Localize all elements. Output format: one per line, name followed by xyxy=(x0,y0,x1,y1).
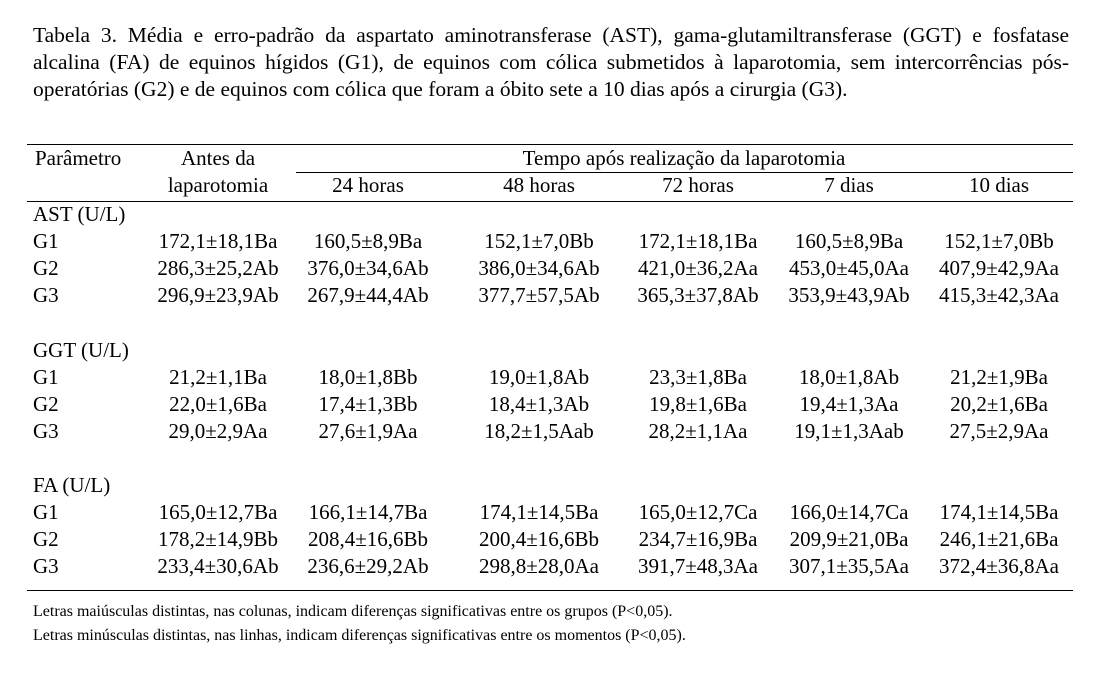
section-title: AST (U/L) xyxy=(33,202,126,226)
table-cell: 246,1±21,6Ba xyxy=(939,527,1059,551)
table-cell: 178,2±14,9Bb xyxy=(157,527,279,551)
header-antes-line2: laparotomia xyxy=(167,173,269,197)
table-cell: 233,4±30,6Ab xyxy=(157,554,279,578)
table-cell: 27,6±1,9Aa xyxy=(318,419,418,443)
table-cell: 174,1±14,5Ba xyxy=(479,500,599,524)
table-cell: 23,3±1,8Ba xyxy=(649,365,747,389)
table-cell: 19,4±1,3Aa xyxy=(799,392,899,416)
table-cell: 18,2±1,5Aab xyxy=(484,419,594,443)
table-cell: 152,1±7,0Bb xyxy=(484,229,594,253)
row-group-label: G1 xyxy=(33,229,59,253)
table-cell: 17,4±1,3Bb xyxy=(318,392,418,416)
table-cell: 19,1±1,3Aab xyxy=(794,419,904,443)
row-group-label: G3 xyxy=(33,554,59,578)
table-cell: 200,4±16,6Bb xyxy=(478,527,600,551)
table-cell: 172,1±18,1Ba xyxy=(638,229,758,253)
row-group-label: G1 xyxy=(33,365,59,389)
header-time-2: 48 horas xyxy=(503,173,575,197)
table-cell: 236,6±29,2Ab xyxy=(307,554,429,578)
table-cell: 407,9±42,9Aa xyxy=(938,256,1059,280)
table-cell: 29,0±2,9Aa xyxy=(168,419,268,443)
header-time-3: 72 horas xyxy=(662,173,734,197)
header-parametro: Parâmetro xyxy=(35,146,122,170)
table-cell: 365,3±37,8Ab xyxy=(637,283,759,307)
table-cell: 209,9±21,0Ba xyxy=(789,527,909,551)
table-cell: 21,2±1,9Ba xyxy=(950,365,1048,389)
table-cell: 21,2±1,1Ba xyxy=(169,365,267,389)
table-cell: 421,0±36,2Aa xyxy=(637,256,758,280)
table-cell: 19,8±1,6Ba xyxy=(649,392,747,416)
header-bottom-rule xyxy=(27,201,1073,202)
header-time-4: 7 dias xyxy=(824,173,874,197)
table-cell: 453,0±45,0Aa xyxy=(788,256,909,280)
table-cell: 415,3±42,3Aa xyxy=(938,283,1059,307)
table-cell: 20,2±1,6Ba xyxy=(950,392,1048,416)
row-group-label: G3 xyxy=(33,419,59,443)
section-title: FA (U/L) xyxy=(33,473,111,497)
section-title: GGT (U/L) xyxy=(33,338,129,362)
row-group-label: G1 xyxy=(33,500,59,524)
table-cell: 377,7±57,5Ab xyxy=(478,283,600,307)
table-cell: 372,4±36,8Aa xyxy=(938,554,1059,578)
table-cell: 152,1±7,0Bb xyxy=(944,229,1054,253)
table-cell: 22,0±1,6Ba xyxy=(169,392,267,416)
bottom-rule xyxy=(27,590,1073,591)
table-cell: 172,1±18,1Ba xyxy=(158,229,278,253)
table-cell: 267,9±44,4Ab xyxy=(307,283,429,307)
table-notes xyxy=(33,600,686,648)
table-cell: 18,0±1,8Ab xyxy=(798,365,900,389)
table-cell: 307,1±35,5Aa xyxy=(788,554,909,578)
header-tempo: Tempo após realização da laparotomia xyxy=(522,146,846,170)
row-group-label: G3 xyxy=(33,283,59,307)
table-cell: 18,4±1,3Ab xyxy=(488,392,590,416)
table-cell: 19,0±1,8Ab xyxy=(488,365,590,389)
table-cell: 376,0±34,6Ab xyxy=(307,256,429,280)
table-cell: 296,9±23,9Ab xyxy=(157,283,279,307)
table-cell: 391,7±48,3Aa xyxy=(637,554,758,578)
note-uppercase: Letras maiúsculas distintas, nas colunas, indicam diferenças significativas entre os grupos (P<0,05). xyxy=(33,603,673,620)
table-cell: 286,3±25,2Ab xyxy=(157,256,279,280)
table-cell: 353,9±43,9Ab xyxy=(788,283,910,307)
table-cell: 27,5±2,9Aa xyxy=(949,419,1049,443)
header-time-5: 10 dias xyxy=(968,173,1030,197)
table-cell: 165,0±12,7Ba xyxy=(158,500,278,524)
table-cell: 298,8±28,0Aa xyxy=(478,554,599,578)
table-caption: Tabela 3. Média e erro-padrão da aspartato aminotransferase (AST), gama-glutamiltransferase (GGT) e fosfatase alcalina (FA) de equinos hígidos (G1), de equinos com cólica submetidos à laparotomia, sem intercorrências pós-operatórias (G2) e de equinos com cólica que foram a óbito sete a 10 dias após a cirurgia (G3). xyxy=(33,23,1069,101)
table-cell: 234,7±16,9Ba xyxy=(638,527,758,551)
row-group-label: G2 xyxy=(33,256,59,280)
table-cell: 166,1±14,7Ba xyxy=(308,500,428,524)
header-antes-line1: Antes da xyxy=(180,146,256,170)
table-cell: 166,0±14,7Ca xyxy=(789,500,909,524)
row-group-label: G2 xyxy=(33,527,59,551)
table-cell: 165,0±12,7Ca xyxy=(638,500,758,524)
table-cell: 160,5±8,9Ba xyxy=(313,229,423,253)
table-cell: 28,2±1,1Aa xyxy=(648,419,748,443)
table-cell: 386,0±34,6Ab xyxy=(478,256,600,280)
note-lowercase: Letras minúsculas distintas, nas linhas, indicam diferenças significativas entre os momentos (P<0,05). xyxy=(33,627,686,644)
row-group-label: G2 xyxy=(33,392,59,416)
header-time-1: 24 horas xyxy=(332,173,404,197)
table-cell: 174,1±14,5Ba xyxy=(939,500,1059,524)
table-cell: 208,4±16,6Bb xyxy=(307,527,429,551)
table-cell: 18,0±1,8Bb xyxy=(318,365,418,389)
table-cell: 160,5±8,9Ba xyxy=(794,229,904,253)
